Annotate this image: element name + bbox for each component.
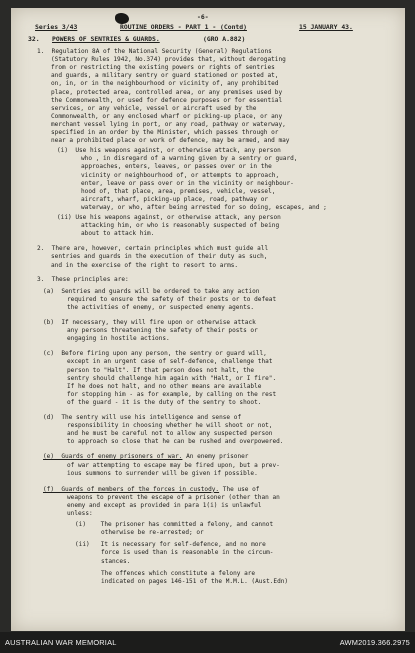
body-line: unless: [67, 510, 93, 517]
accession-number: AWM2019.366.2975 [339, 638, 410, 647]
body-line: ious summons to surrender will be given if possible. [67, 469, 258, 477]
subheading-rest: An enemy prisoner [182, 453, 249, 461]
body-line: specified in an order by the Minister, which passes through or [51, 129, 279, 136]
body-line: merchant vessel lying in port, or any road, pathway or waterway, [51, 120, 286, 128]
body-line: of the guard - it is the duty of the sentry to shoot. [67, 398, 262, 406]
body-line: and he must be careful not to allow any suspected person [67, 430, 273, 438]
body-line: any persons threatening the safety of their posts or [67, 327, 258, 335]
body-line: required to ensure the safety of their posts or to defeat [67, 295, 277, 303]
body-line: sentries and guards in the execution of their duty as such, [51, 253, 268, 261]
body-line [43, 486, 259, 493]
body-line: indicated on pages 146-151 of the M.M.L. (Aust.Edn) [101, 577, 289, 585]
document-title: ROUTINE ORDERS - PART 1 - (Contd) [120, 23, 247, 31]
body-line: force is used than is reasonable in the circum- [101, 549, 274, 557]
subheading-rest: The use of [219, 485, 260, 493]
body-line: for stopping him - as for example, by calling on the rest [67, 390, 277, 398]
body-line: (b) If necessary, they will fire upon or otherwise attack [43, 319, 256, 326]
body-line: Commonwealth, or any enclosed wharf or picking-up place, or any [51, 112, 283, 120]
footer-bar [0, 632, 415, 653]
order-reference: (GRO A.882) [203, 35, 246, 43]
body-line: person to "Halt". If that person does not halt, the [67, 366, 255, 374]
body-line: responsibility in choosing whether he will shoot or not, [67, 422, 273, 430]
series-label: Series 3/43 [35, 23, 78, 31]
body-line: 1. Regulation 8A of the National Security (General) Regulations [37, 48, 272, 55]
body-line: hood of, that place, area, premises, vehicle, vessel, [81, 187, 276, 195]
body-line: (d) The sentry will use his intelligence and sense of [43, 414, 242, 421]
body-line: the Commonwealth, or used for defence purposes or for essential [51, 96, 283, 104]
document-date: 15 JANUARY 43. [299, 23, 353, 31]
body-line: enemy and except as provided in para 1(i) is unlawful [67, 501, 262, 509]
body-line: (ii) Use his weapons against, or otherwise attack, any person [57, 214, 281, 221]
body-line: and guards, a military sentry or guard stationed or posted at, [51, 72, 279, 80]
body-line: services, or any vehicle, vessel or aircraft used by the [51, 104, 257, 112]
body-line: (i) The prisoner has committed a felony, and cannot [75, 521, 274, 529]
body-line: weapons to prevent the escape of a prisoner (other than an [67, 493, 280, 501]
body-line: approaches, enters, leaves, or passes over or in the [81, 163, 272, 171]
body-line: except in an urgent case of self-defence, challenge that [67, 358, 273, 366]
document-page [11, 8, 405, 631]
body-line: and in the exercise of the right to resort to arms. [51, 261, 239, 269]
subheading: (e) Guards of enemy prisoners of war. [43, 453, 183, 461]
body-line: near a prohibited place or work of defence, may be armed, and may [51, 137, 290, 145]
body-line: enter, leave or pass over or in the vicinity or neighbour- [81, 179, 294, 187]
body-line [43, 453, 248, 460]
body-line: of war attempting to escape may be fired upon, but a prev- [67, 461, 280, 469]
body-line: (a) Sentries and guards will be ordered to take any action [43, 287, 260, 295]
body-line: (ii) It is necessary for self-defence, and no more [75, 541, 266, 549]
body-line: 2. There are, however, certain principles which must guide all [37, 245, 269, 253]
order-number: 32. [28, 35, 40, 43]
body-line: stances. [101, 557, 131, 565]
subheading: (f) Guards of members of the forces in custody. [43, 485, 220, 493]
body-line: place, protected area, controlled area, or any premises used by [51, 88, 283, 96]
body-line: (Statutory Rules 1942, No.374) provides that, without derogating [51, 56, 286, 64]
body-line: engaging in hostile actions. [67, 335, 170, 343]
body-line: 3. These principles are: [37, 275, 129, 283]
order-heading: POWERS OF SENTRIES & GUARDS. [52, 35, 160, 43]
body-line: who , in disregard of a warning given by a sentry or guard, [81, 155, 298, 163]
body-line: If he does not halt, and no other means are available [67, 382, 262, 390]
body-line: sentry should challenge him again with "Halt, or I fire". [67, 374, 277, 382]
body-line: vicinity or neighbourhood of, or attempts to approach, [81, 171, 280, 179]
body-line: the activities of enemy, or suspected enemy agents. [67, 303, 255, 311]
body-line: attacking him, or who is reasonably suspected of being [81, 222, 280, 230]
body-line: on, in, or in the neighbourhood or vicinity of, any prohibited [51, 80, 279, 88]
body-line: to approach so close that he can be rushed and overpowered. [67, 438, 284, 446]
body-line: (i) Use his weapons against, or otherwise attack, any person [57, 147, 281, 155]
body-line: (c) Before firing upon any person, the sentry or guard will, [43, 350, 267, 358]
body-line: waterway, or who, after being arrested for so doing, escapes, and ; [81, 203, 327, 211]
page-number: -6- [197, 13, 209, 21]
body-line: otherwise be re-arrested; or [101, 529, 204, 537]
body-line: from or restricting the existing powers or rights of sentries [51, 64, 275, 72]
body-line: aircraft, wharf, picking-up place, road, pathway or [81, 195, 269, 203]
body-line: about to attack him. [81, 230, 155, 238]
institution-credit: AUSTRALIAN WAR MEMORIAL [5, 638, 117, 647]
body-line: The offences which constitute a felony are [101, 569, 256, 577]
